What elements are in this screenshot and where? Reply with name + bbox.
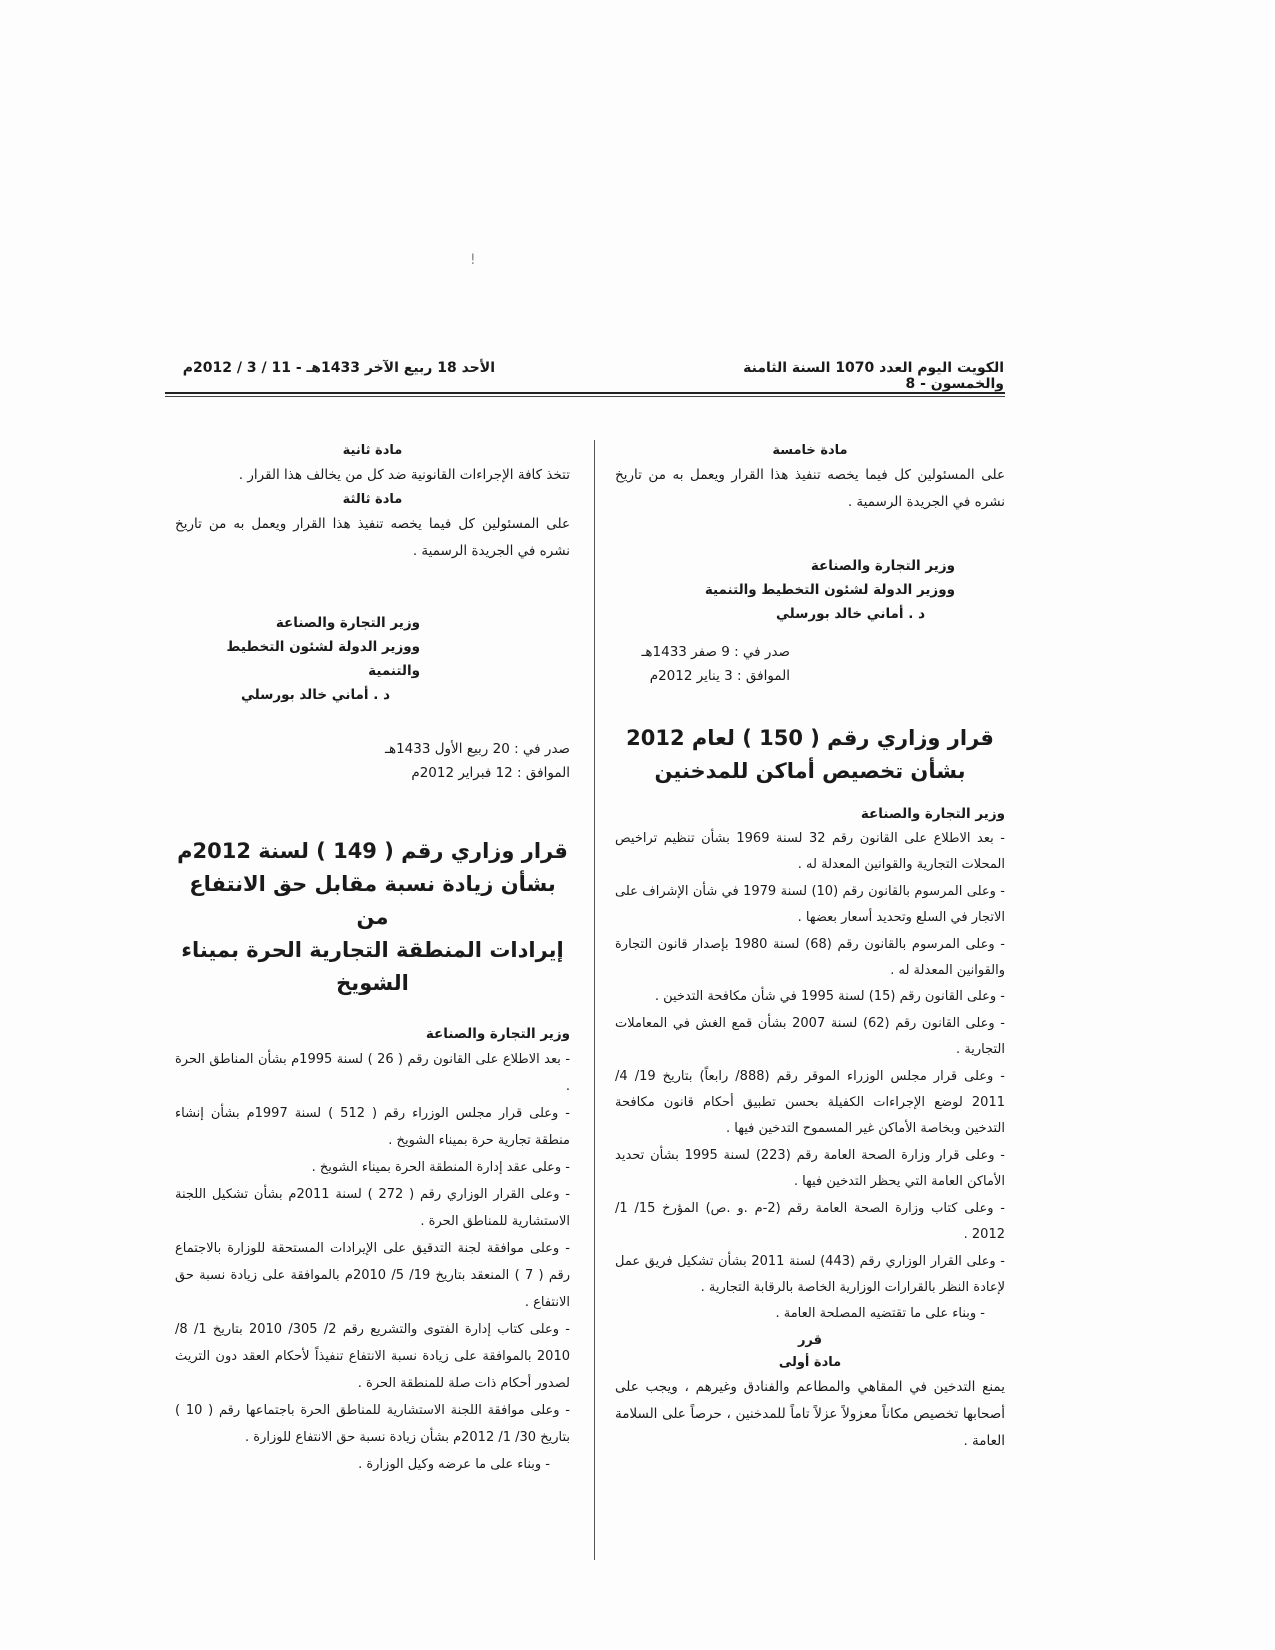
recital: - وعلى كتاب وزارة الصحة العامة رقم (2-م .و .ص) المؤرخ 15/ 1/ 2012 . [615,1200,1005,1243]
recital: - وعلى القانون رقم (62) لسنة 2007 بشأن قمع الغش في المعاملات التجارية . [615,1015,1005,1058]
recital: - بعد الاطلاع على القانون رقم 32 لسنة 1969 بشأن تنظيم تراخيص المحلات التجارية والقوانين المعدلة له . [615,831,1005,873]
signature-name: د . أماني خالد بورسلي [240,687,390,703]
decision-title-line3: إيرادات المنطقة التجارية الحرة بميناء الشويخ [181,938,564,995]
recital: - وعلى موافقة اللجنة الاستشارية للمناطق الحرة باجتماعها رقم ( 10 ) بتاريخ 30/ 1/ 2012م بشأن زيادة نسبة حق الانتفاع للوزارة . [175,1403,570,1445]
recital: - وعلى القانون رقم (15) لسنة 1995 في شأن مكافحة التدخين . [654,989,1005,1005]
article2-heading: مادة ثانية [342,443,403,458]
recitals-list [615,826,1005,1328]
column-divider [594,440,595,1560]
issue-dates [175,737,570,785]
article5-heading: مادة خامسة [772,443,848,458]
recital: - بعد الاطلاع على القانون رقم ( 26 ) لسنة 1995م بشأن المناطق الحرة . [175,1052,571,1094]
article3-text: على المسئولين كل فيما يخصه تنفيذ هذا القرار ويعمل به من تاريخ نشره في الجريدة الرسمية . [175,516,570,559]
recital: - وعلى القرار الوزاري رقم (443) لسنة 2011 بشأن تشكيل فريق عمل لإعادة النظر بالقرارات الوزارية الخاصة بالرقابة التجارية . [615,1253,1005,1295]
recital: - وعلى قرار وزارة الصحة العامة رقم (223) لسنة 1995 بشأن تحديد الأماكن العامة التي يحظر التدخين فيها . [615,1147,1005,1190]
issued-date: صدر في : 9 صفر 1433هـ [641,644,790,660]
recital: - وعلى قرار مجلس الوزراء رقم ( 512 ) لسنة 1997م بشأن إنشاء منطقة تجارية حرة بميناء الشويخ . [175,1106,570,1148]
decided-heading: قرر [797,1332,823,1348]
header-date: الأحد 18 ربيع الآخر 1433هـ - 11 / 3 / 2012م [182,360,495,376]
article2-text: تتخذ كافة الإجراءات القانونية ضد كل من يخالف هذا القرار . [238,467,570,483]
minister-label: وزير التجارة والصناعة [425,1026,570,1042]
signature-subtitle: ووزير الدولة لشئون التخطيط والتنمية [704,582,955,598]
recital: - وعلى المرسوم بالقانون رقم (68) لسنة 1980 بإصدار قانون التجارة والقوانين المعدلة له . [615,936,1005,979]
header-rule-thin [165,396,1005,397]
recital: - وعلى القرار الوزاري رقم ( 272 ) لسنة 2011م بشأن تشكيل اللجنة الاستشارية للمناطق الحرة . [175,1187,570,1229]
signature-block [615,554,1005,626]
signature-name: د . أماني خالد بورسلي [775,606,925,622]
article1-heading: مادة أولى [778,1354,842,1370]
recitals-list [175,1046,570,1478]
minister-label: وزير التجارة والصناعة [860,806,1005,822]
recital: - وعلى موافقة لجنة التدقيق على الإيرادات المستحقة للوزارة بالاجتماع رقم ( 7 ) المنعقد بتاريخ 19/ 5/ 2010م بالموافقة على زيادة نسبة حق الانتفاع . [175,1241,571,1310]
article5-text: على المسئولين كل فيما يخصه تنفيذ هذا القرار ويعمل به من تاريخ نشره في الجريدة الرسمية . [615,467,1005,510]
recital: - وعلى كتاب إدارة الفتوى والتشريع رقم 2/ 305/ 2010 بتاريخ 1/ 8/ 2010 بالموافقة على زيادة نسبة الانتفاع تنفيذاً لأحكام العقد دون التريث لصدور أحكام ذات صلة للمنطقة الحرة . [175,1322,570,1391]
header-rule [165,392,1005,394]
scan-speck: ! [470,252,476,268]
signature-block [175,611,570,707]
right-column [615,440,1005,1455]
decision-title-block [615,722,1005,788]
recital: - وبناء على ما تقتضيه المصلحة العامة . [775,1306,985,1322]
signature-subtitle: ووزير الدولة لشئون التخطيط والتنمية [226,639,420,679]
decision-title-line2: بشأن زيادة نسبة مقابل حق الانتفاع من [189,872,556,929]
article3-heading: مادة ثالثة [342,492,403,507]
issue-dates [615,640,1005,688]
left-column [175,440,570,1478]
issued-date: صدر في : 20 ربيع الأول 1433هـ [384,741,570,757]
recital: - وعلى قرار مجلس الوزراء الموقر رقم (888/ رابعاً) بتاريخ 19/ 4/ 2011 لوضع الإجراءات الكفيلة بحسن تطبيق أحكام قانون مكافحة التدخين وبخاصة الأماكن غير المسموح التدخين فيها . [615,1068,1005,1137]
corresponding-date: الموافق : 3 يناير 2012م [649,668,790,684]
recital: - وبناء على ما عرضه وكيل الوزارة . [358,1457,550,1472]
decision-title-line2: بشأن تخصيص أماكن للمدخنين [654,759,966,783]
decision-title-block [175,835,570,1000]
recital: - وعلى المرسوم بالقانون رقم (10) لسنة 1979 في شأن الإشراف على الاتجار في السلع وتحديد أسعار بعضها . [615,883,1005,926]
recital: - وعلى عقد إدارة المنطقة الحرة بميناء الشويخ . [311,1160,570,1175]
decision-title-line1: قرار وزاري رقم ( 149 ) لسنة 2012م [177,839,568,863]
corresponding-date: الموافق : 12 فبراير 2012م [411,765,570,781]
decision-title-line1: قرار وزاري رقم ( 150 ) لعام 2012 [626,726,994,750]
article1-text: يمنع التدخين في المقاهي والمطاعم والفنادق وغيرهم ، ويجب على أصحابها تخصيص مكاناً معزولاً عزلاً تاماً للمدخنين ، حرصاً على السلامة العامة . [615,1378,1005,1449]
signature-title: وزير التجارة والصناعة [275,615,420,631]
header-issue-info: الكويت اليوم العدد 1070 السنة الثامنة والخمسون - 8 [743,360,1004,392]
signature-title: وزير التجارة والصناعة [810,558,955,574]
